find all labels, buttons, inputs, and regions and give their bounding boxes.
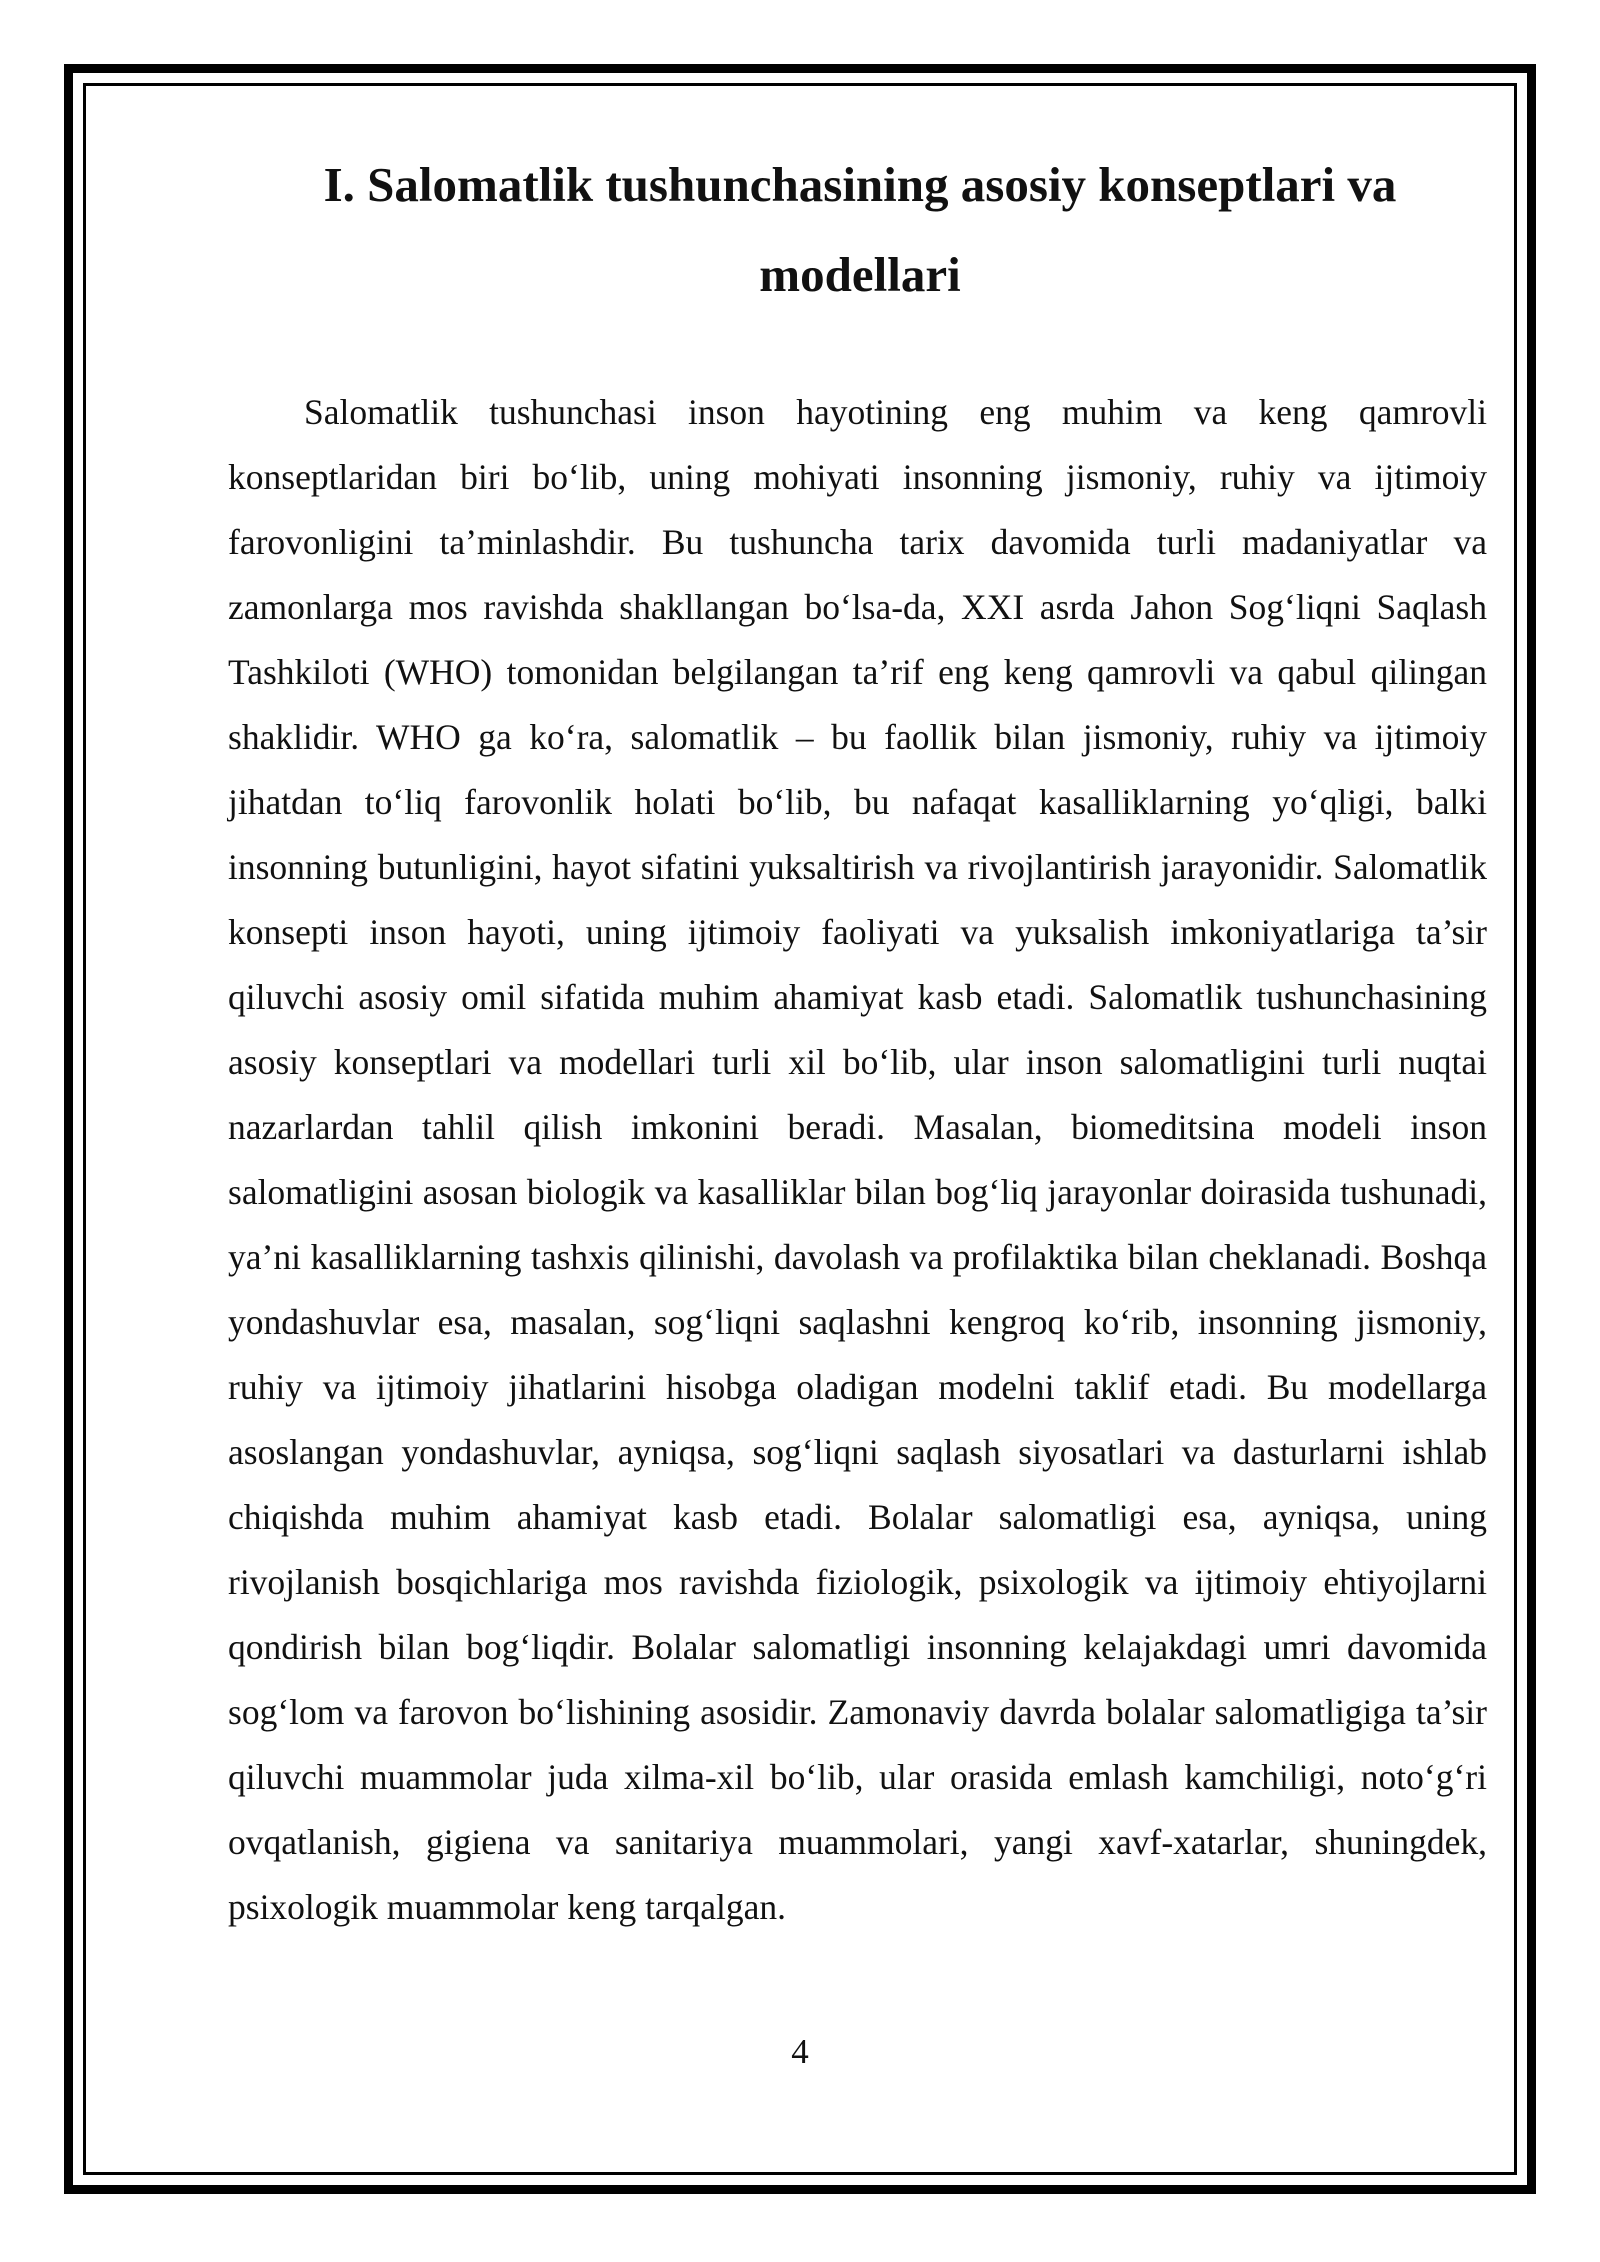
page-number: 4 [791, 2032, 809, 2071]
body-paragraph: Salomatlik tushunchasi inson hayotining eng muhim va keng qamrovli konseptlaridan biri bo‘lib, uning mohiyati insonning jismoniy, ruhiy va ijtimoiy farovonligini ta’minlashdir. Bu tushuncha tarix davomida turli madaniyatlar va zamonlarga mos ravishda shakllangan bo‘lsa-da, XXI asrda Jahon Sog‘liqni Saqlash Tashkiloti (WHO) tomonidan belgilangan ta’rif eng keng qamrovli va qabul qilingan shaklidir. WHO ga ko‘ra, salomatlik – bu faollik bilan jismoniy, ruhiy va ijtimoiy jihatdan to‘liq farovonlik holati bo‘lib, bu nafaqat kasalliklarning yo‘qligi, balki insonning butunligini, hayot sifatini yuksaltirish va rivojlantirish jarayonidir. Salomatlik konsepti inson hayoti, uning ijtimoiy faoliyati va yuksalish imkoniyatlariga ta’sir qiluvchi asosiy omil sifatida muhim ahamiyat kasb etadi. Salomatlik tushunchasining asosiy konseptlari va modellari turli xil bo‘lib, ular inson salomatligini turli nuqtai nazarlardan tahlil qilish imkonini beradi. Masalan, biomeditsina modeli inson salomatligini asosan biologik va kasalliklar bilan bog‘liq jarayonlar doirasida tushunadi, ya’ni kasalliklarning tashxis qilinishi, davolash va profilaktika bilan cheklanadi. Boshqa yondashuvlar esa, masalan, sog‘liqni saqlashni kengroq ko‘rib, insonning jismoniy, ruhiy va ijtimoiy jihatlarini hisobga oladigan modelni taklif etadi. Bu modellarga asoslangan yondashuvlar, ayniqsa, sog‘liqni saqlash siyosatlari va dasturlarni ishlab chiqishda muhim ahamiyat kasb etadi. Bolalar salomatligi esa, ayniqsa, uning rivojlanish bosqichlariga mos ravishda fiziologik, psixologik va ijtimoiy ehtiyojlarni qondirish bilan bog‘liqdir. Bolalar salomatligi insonning kelajakdagi umri davomida sog‘lom va farovon bo‘lishining asosidir. Zamonaviy davrda bolalar salomatligiga ta’sir qiluvchi muammolar juda xilma-xil bo‘lib, ular orasida emlash kamchiligi, noto‘g‘ri ovqatlanish, gigiena va sanitariya muammolari, yangi xavf-xatarlar, shuningdek, psixologik muammolar keng tarqalgan. [228, 392, 1487, 1927]
page-title: I. Salomatlik tushunchasining asosiy konseptlari va modellari [323, 157, 1397, 302]
